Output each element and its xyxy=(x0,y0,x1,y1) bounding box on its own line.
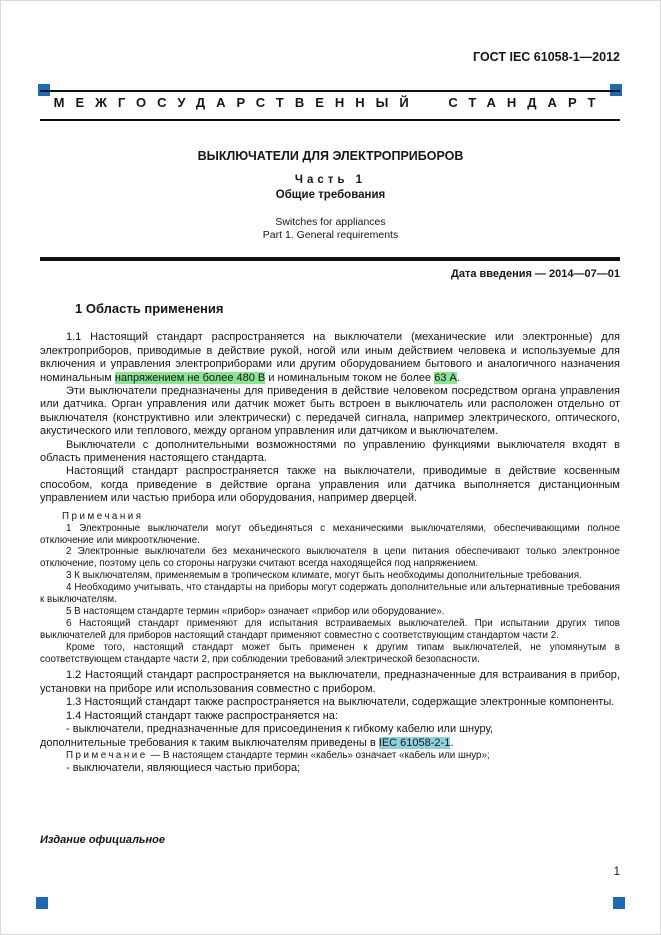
paragraph-1-3: 1.3 Настоящий стандарт также распространяется на выключатели, содержащие электронные компоненты. xyxy=(66,696,615,709)
standard-header-band xyxy=(40,82,620,124)
document-title-en: Switches for appliances xyxy=(275,216,386,228)
list-item-flexible-cable: - выключатели, предназначенные для присоединения к гибкому кабелю или шнуру, xyxy=(66,723,493,736)
text-run: 1.1 Настоящий стандарт распространяется на выключатели (механические или электронные) для электроприборов, приводимые в действие рукой, ногой или иным действием человека и используемые для включения и управления электроприборами или другим оборудованием бытового и аналогичного назначения номинальным xyxy=(40,331,620,384)
text-run: . xyxy=(456,371,460,384)
highlight-voltage: напряжением не более 480 В xyxy=(114,371,266,384)
paragraph-1-4: 1.4 Настоящий стандарт также распространяется на: xyxy=(66,709,338,722)
text-run: и номинальным током не более xyxy=(265,371,435,384)
section-divider-rule xyxy=(40,257,620,261)
list-item-part-of-appliance: - выключатели, являющиеся частью прибора; xyxy=(66,761,301,774)
note-label: Примечание xyxy=(66,749,148,761)
document-part: Часть 1 xyxy=(294,174,367,186)
note-text: — В настоящем стандарте термин «кабель» означает «кабель или шнур»; xyxy=(147,749,490,761)
note-4: 4 Необходимо учитывать, что стандарты на приборы могут содержать дополнительные или альтернативные требования к выключателям. xyxy=(40,582,620,606)
effective-date: Дата введения — 2014—07—01 xyxy=(451,268,620,280)
document-subtitle-en: Part 1. General requirements xyxy=(262,229,399,241)
page-number: 1 xyxy=(613,866,620,878)
paragraph-additional-functions: Выключатели с дополнительными возможностями по управлению функциями выключателя входят в область применения настоящего стандарта. xyxy=(40,438,620,465)
text-run: . xyxy=(450,736,454,749)
band-rule-top xyxy=(40,90,620,92)
iec-reference-link[interactable]: IEC 61058-2-1 xyxy=(378,736,451,749)
note-6-continuation: Кроме того, настоящий стандарт может быть применен к другим типам выключателей, не упомянутым в соответствующем стандарте части 2, при соблюдении требований электрической безопасности. xyxy=(40,641,620,665)
document-title-ru: ВЫКЛЮЧАТЕЛИ ДЛЯ ЭЛЕКТРОПРИБОРОВ xyxy=(197,149,464,163)
document-subtitle-ru: Общие требования xyxy=(275,189,386,201)
document-number: ГОСТ IEC 61058-1—2012 xyxy=(473,50,620,64)
paragraph-indirect-actuation: Настоящий стандарт распространяется также на выключатели, приводимые в действие косвенным способом, когда приведение в действие органа управления или датчика выполняется дистанционным управлением или частью прибора или оборудования, например дверцей. xyxy=(40,465,620,505)
section-heading-scope: 1 Область применения xyxy=(75,301,224,316)
standard-type-heading: МЕЖГОСУДАРСТВЕННЫЙ СТАНДАРТ xyxy=(53,95,607,110)
note-cable-term xyxy=(40,750,620,762)
document-body xyxy=(40,294,620,775)
band-rule-bottom xyxy=(40,119,620,121)
text-run: дополнительные требования к таким выключателям приведены в xyxy=(40,736,379,749)
paragraph-1-1 xyxy=(40,331,620,385)
notes-heading: Примечания xyxy=(62,510,144,522)
highlight-current: 63 А xyxy=(434,371,457,384)
official-edition-label: Издание официальное xyxy=(40,834,165,846)
note-2: 2 Электронные выключатели без механического выключателя в цепи питания обеспечивают только электронное отключение, поэтому цепь со стороны нагрузки считают всегда находящейся под напряжением. xyxy=(40,546,620,570)
note-3: 3 К выключателям, применяемым в тропическом климате, могут быть необходимы дополнительные требования. xyxy=(66,570,582,582)
note-5: 5 В настоящем стандарте термин «прибор» означает «прибор или оборудование». xyxy=(66,605,445,617)
list-item-flexible-cable-continuation xyxy=(40,737,620,750)
corner-marker-bottom-right xyxy=(613,897,625,909)
paragraph-actuation: Эти выключатели предназначены для приведения в действие человеком посредством органа управления или датчика. Орган управления или датчик может быть встроен в выключатель или расположен отдельно от выключателя (конструктивно или электрически) с передачей сигнала, например электрического, оптического, акустического или теплового, между органом управления или датчиком и выключателем. xyxy=(40,385,620,438)
note-6: 6 Настоящий стандарт применяют для испытания встраиваемых выключателей. При испытании других типов выключателей для приборов настоящий стандарт применяют совместно с соответствующим стандартом части 2. xyxy=(40,617,620,641)
note-1: 1 Электронные выключатели могут объединяться с механическими выключателями, обеспечивающими полное отключение или микроотключение. xyxy=(40,522,620,546)
paragraph-1-2: 1.2 Настоящий стандарт распространяется на выключатели, предназначенные для встраивания в прибор, установки на приборе или использования совместно с прибором. xyxy=(40,669,620,695)
corner-marker-bottom-left xyxy=(36,897,48,909)
